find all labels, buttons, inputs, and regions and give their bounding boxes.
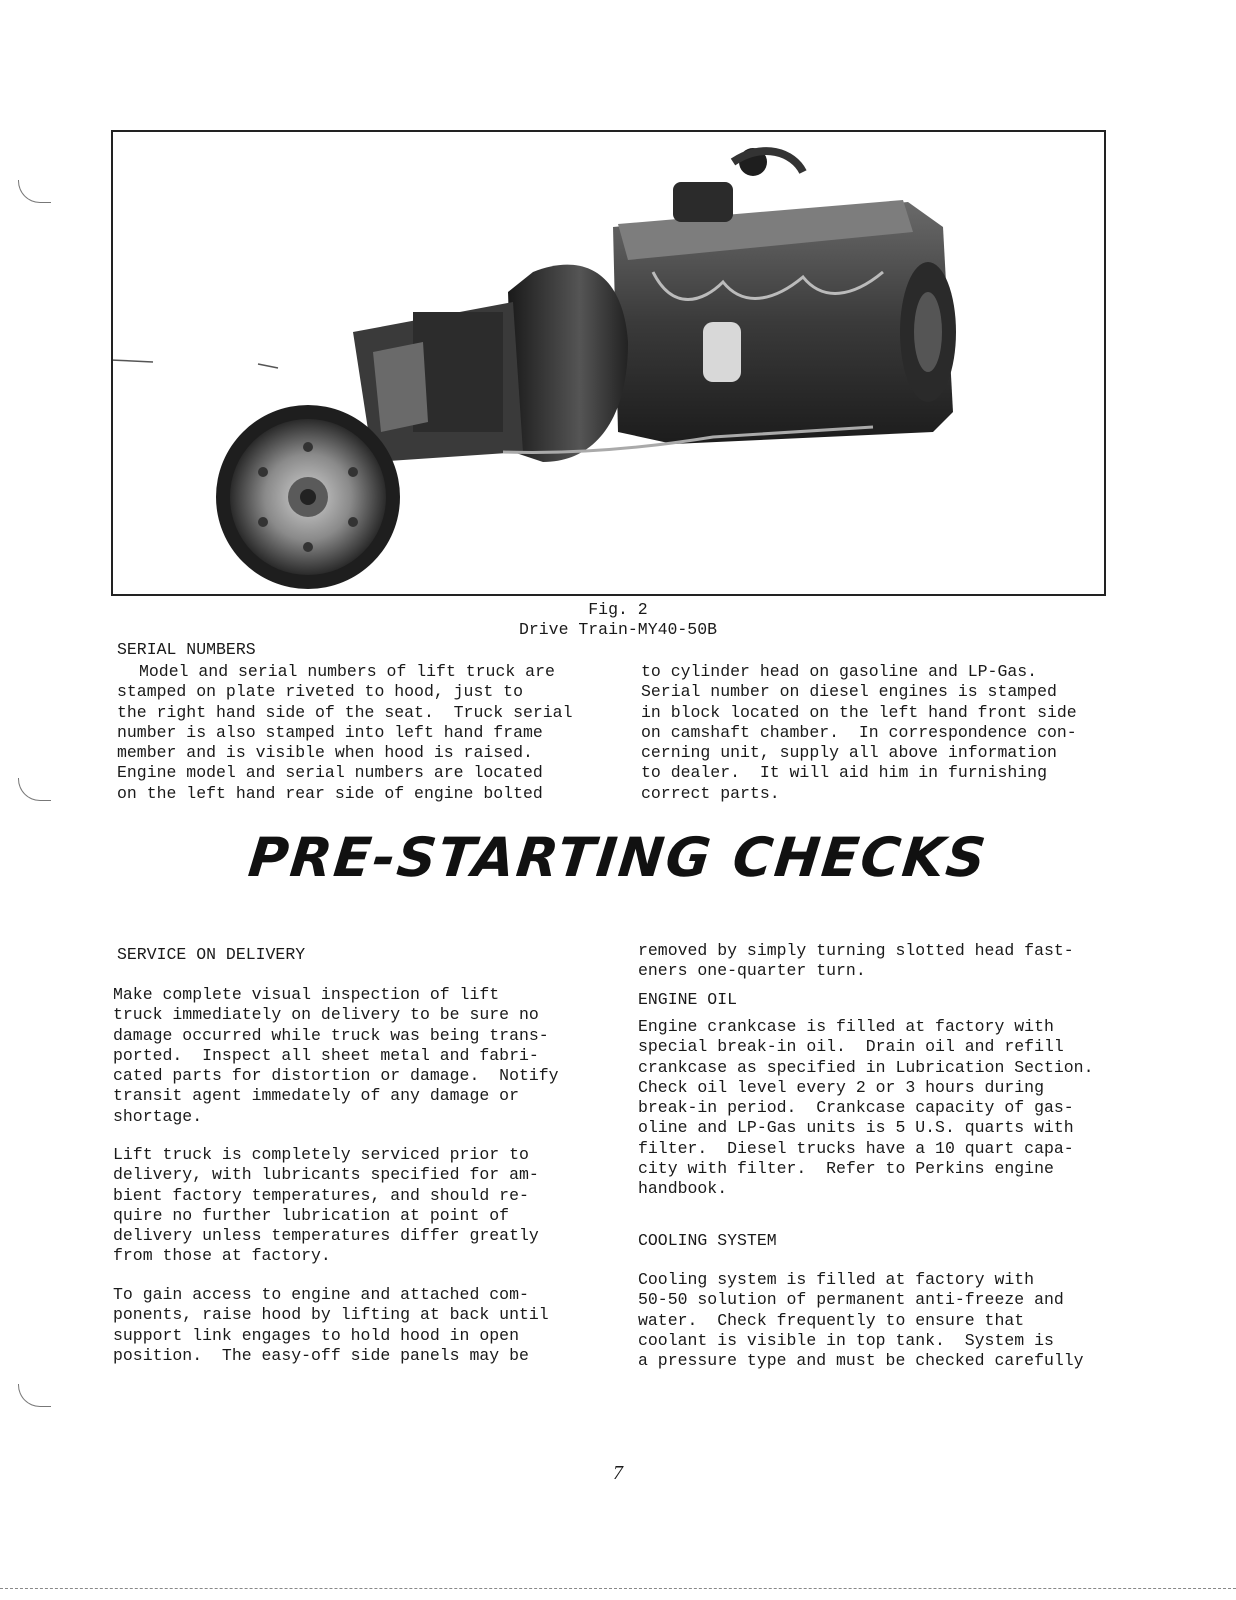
punch-mark bbox=[18, 1384, 51, 1407]
cooling-system-text: Cooling system is filled at factory with 50-50 solution of permanent anti-freeze and water. Check frequently to ensure that coolant is visible in top tank. System is a pressure type and must be checked carefully bbox=[638, 1270, 1084, 1371]
section-title: PRE-STARTING CHECKS bbox=[245, 826, 991, 889]
punch-mark bbox=[18, 180, 51, 203]
cooling-system-heading: COOLING SYSTEM bbox=[638, 1231, 777, 1250]
figure-drive-train-photo bbox=[111, 130, 1106, 596]
engine-oil-text: Engine crankcase is filled at factory with special break-in oil. Drain oil and refill crankcase as specified in Lubrication Section. Check oil level every 2 or 3 hours during break-in period. Crankcase capacity of gas- oline and LP-Gas units is 5 U.S. quarts with filter. Diesel trucks have a 10 quart capa- city with filter. Refer to Perkins engine handbook. bbox=[638, 1017, 1094, 1199]
bottom-scan-rule bbox=[0, 1588, 1236, 1589]
delivery-paragraph-3: To gain access to engine and attached com- ponents, raise hood by lifting at back until support link engages to hold hood in open position. The easy-off side panels may be bbox=[113, 1285, 549, 1365]
delivery-paragraph-2: Lift truck is completely serviced prior to delivery, with lubricants specified for am- bient factory temperatures, and should re- quire no further lubrication at point of delivery unless temperatures differ greatly from those at factory. bbox=[113, 1145, 539, 1266]
serial-numbers-left-text: Model and serial numbers of lift truck are stamped on plate riveted to hood, just to the right hand side of the seat. Truck serial number is also stamped into left hand frame member and is visible when hood is raised. Engine model and serial numbers are located on the left hand rear side of engine bolted bbox=[117, 662, 573, 803]
figure-caption: Drive Train-MY40-50B bbox=[518, 620, 718, 639]
serial-numbers-right-text: to cylinder head on gasoline and LP-Gas. Serial number on diesel engines is stamped in block located on the left hand front side on camshaft chamber. In correspondence con- cerning unit, supply all above information to dealer. It will aid him in furnishing correct parts. bbox=[641, 662, 1077, 803]
delivery-paragraph-1: Make complete visual inspection of lift truck immediately on delivery to be sure no damage occurred while truck was being trans- ported. Inspect all sheet metal and fabri- cated parts for distortion or damage. Notify transit agent immedately of any damage or shortage. bbox=[113, 985, 559, 1126]
figure-label: Fig. 2 bbox=[588, 600, 648, 619]
punch-mark bbox=[18, 778, 51, 801]
engine-oil-heading: ENGINE OIL bbox=[638, 990, 738, 1009]
drive-train-illustration bbox=[113, 132, 1106, 596]
service-on-delivery-heading: SERVICE ON DELIVERY bbox=[117, 945, 306, 964]
serial-numbers-heading: SERIAL NUMBERS bbox=[117, 640, 256, 659]
side-panels-continuation: removed by simply turning slotted head fast- eners one-quarter turn. bbox=[638, 941, 1074, 981]
page-number: 7 bbox=[613, 1462, 623, 1484]
